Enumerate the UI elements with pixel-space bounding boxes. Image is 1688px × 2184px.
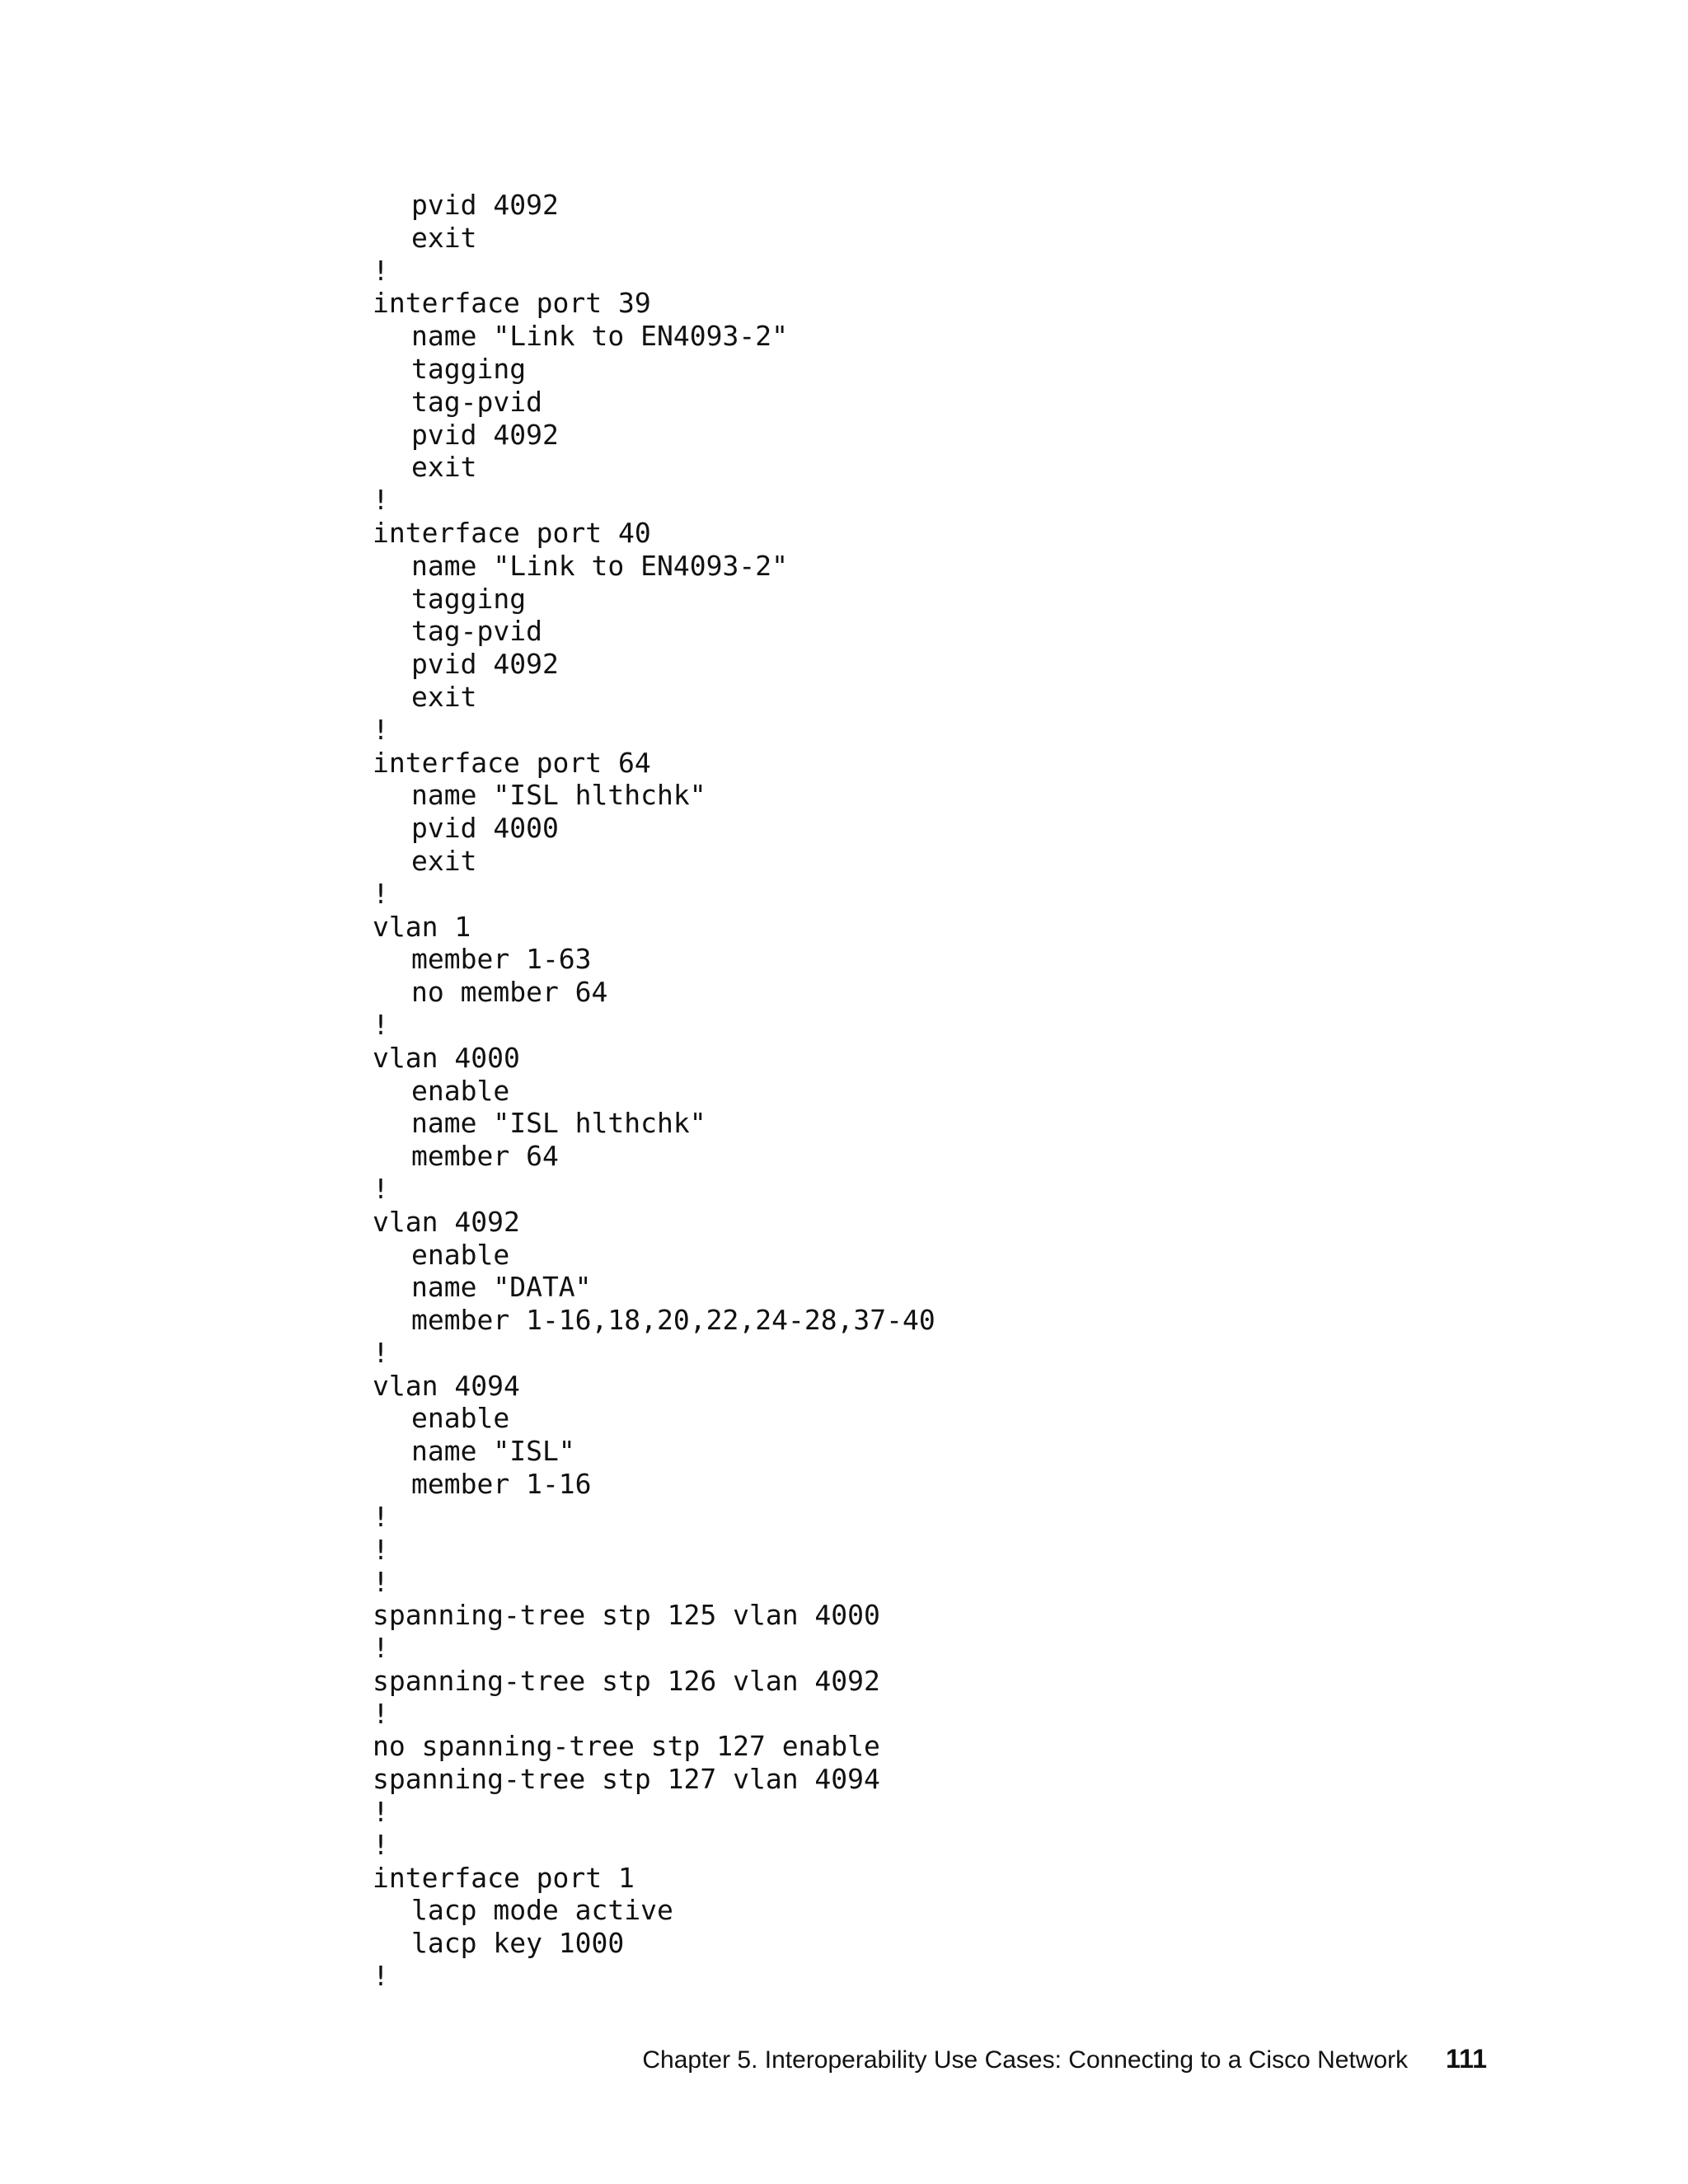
code-line: member 1-16 [411, 1468, 592, 1501]
code-line: interface port 39 [373, 287, 651, 320]
code-line: interface port 1 [373, 1861, 635, 1894]
code-line: spanning-tree stp 125 vlan 4000 [373, 1599, 880, 1632]
code-line: ! [373, 1796, 389, 1829]
code-line: ! [373, 1632, 389, 1665]
code-line: tagging [411, 352, 527, 385]
code-line: tag-pvid [411, 615, 542, 648]
code-line: spanning-tree stp 126 vlan 4092 [373, 1664, 880, 1697]
code-line: enable [411, 1402, 510, 1435]
code-line: tag-pvid [411, 385, 542, 418]
code-line: name "ISL hlthchk" [411, 1107, 706, 1140]
code-line: name "Link to EN4093-2" [411, 320, 788, 353]
code-line: member 1-16,18,20,22,24-28,37-40 [411, 1304, 935, 1337]
code-line: ! [373, 713, 389, 746]
code-line: ! [373, 484, 389, 517]
code-line: lacp key 1000 [411, 1927, 625, 1960]
code-line: pvid 4092 [411, 418, 559, 451]
code-line: ! [373, 1500, 389, 1533]
code-line: ! [373, 1533, 389, 1566]
code-line: pvid 4092 [411, 189, 559, 221]
code-line: vlan 1 [373, 910, 471, 943]
code-line: ! [373, 1336, 389, 1369]
page-footer [642, 2044, 1487, 2074]
code-line: ! [373, 1566, 389, 1599]
code-line: pvid 4000 [411, 812, 559, 845]
code-line: ! [373, 1960, 389, 1993]
code-line: ! [373, 1008, 389, 1041]
code-line: pvid 4092 [411, 648, 559, 681]
config-code-listing [373, 189, 935, 1993]
code-line: enable [411, 1074, 510, 1107]
chapter-title: Chapter 5. Interoperability Use Cases: Connecting to a Cisco Network [642, 2046, 1409, 2074]
code-line: ! [373, 877, 389, 910]
code-line: spanning-tree stp 127 vlan 4094 [373, 1763, 880, 1796]
code-line: ! [373, 1828, 389, 1861]
code-line: name "ISL" [411, 1435, 575, 1468]
code-line: lacp mode active [411, 1894, 673, 1927]
code-line: enable [411, 1238, 510, 1271]
code-line: name "ISL hlthchk" [411, 779, 706, 812]
code-line: vlan 4000 [373, 1041, 520, 1074]
code-line: member 64 [411, 1140, 559, 1173]
code-line: vlan 4094 [373, 1369, 520, 1402]
code-line: member 1-63 [411, 943, 592, 976]
code-line: ! [373, 254, 389, 287]
code-line: tagging [411, 582, 527, 615]
code-line: interface port 64 [373, 746, 651, 779]
code-line: name "Link to EN4093-2" [411, 549, 788, 582]
code-line: exit [411, 451, 477, 484]
code-line: interface port 40 [373, 516, 651, 549]
code-line: name "DATA" [411, 1271, 592, 1304]
code-line: exit [411, 221, 477, 254]
code-line: exit [411, 680, 477, 713]
code-line: no spanning-tree stp 127 enable [373, 1730, 880, 1763]
code-line: ! [373, 1172, 389, 1205]
page-number: 111 [1446, 2044, 1487, 2074]
code-line: vlan 4092 [373, 1205, 520, 1238]
code-line: exit [411, 844, 477, 877]
code-line: no member 64 [411, 976, 608, 1009]
code-line: ! [373, 1697, 389, 1730]
